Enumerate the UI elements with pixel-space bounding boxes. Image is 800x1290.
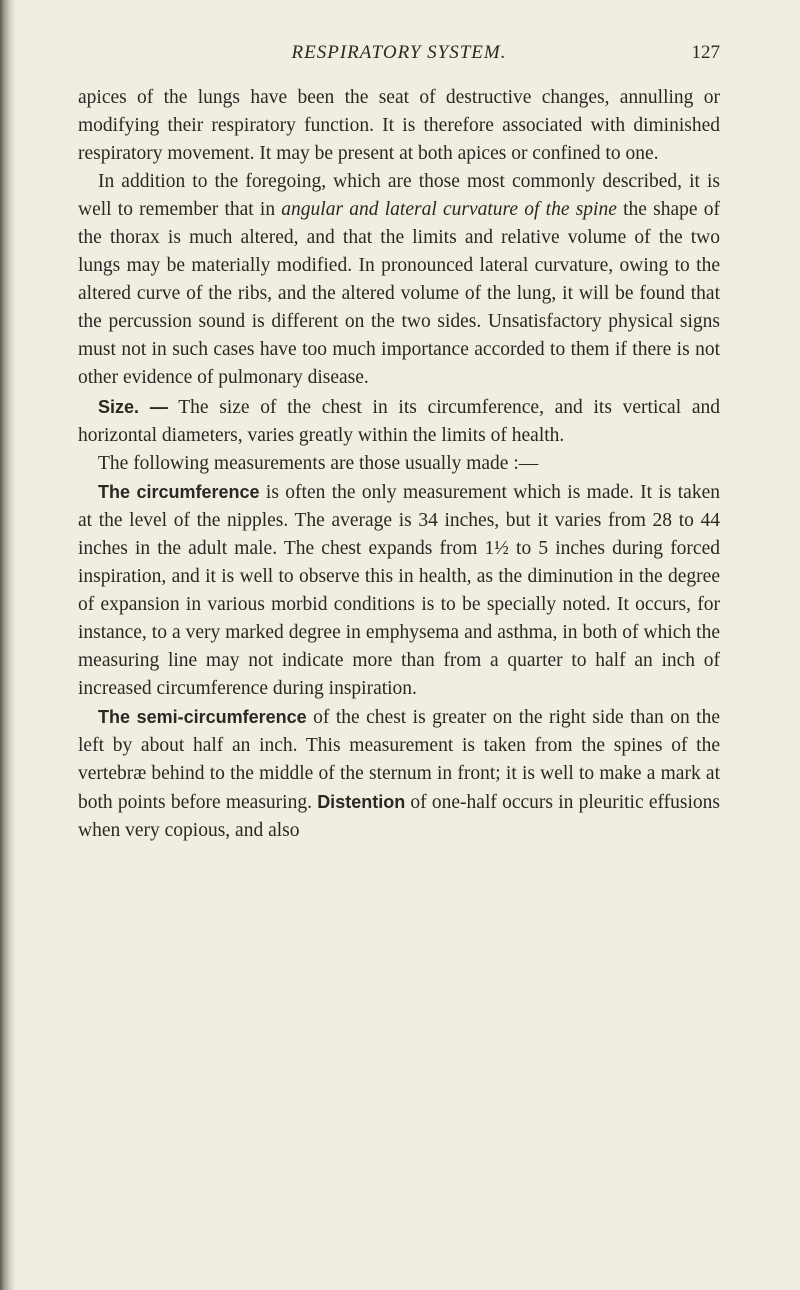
page-header	[78, 40, 720, 68]
distention-heading: Distention	[317, 792, 406, 813]
body-text	[78, 84, 720, 845]
paragraph-circumference	[78, 478, 720, 703]
paragraph-2-italic: angular and lateral curvature of the spine	[281, 199, 617, 221]
measurements-intro-text: The following measurements are those usually made :—	[98, 452, 539, 474]
page-binding-shadow	[0, 0, 16, 1290]
paragraph-2-text-after: the shape of the thorax is much altered, and that the limits and relative volume of the two lungs may be materially modified. In pronounced lateral curvature, owing to the altered curve of the ribs, and the altered volume of the lung, it will be found that the percussion sound is different on the two sides. Unsatisfactory physical signs must not in such cases have too much importance accorded to them if there is not other evidence of pulmonary disease.	[78, 199, 721, 389]
circumference-heading: The circumference	[98, 481, 260, 502]
paragraph-size	[78, 393, 720, 450]
size-text: The size of the chest in its circumference, and its vertical and horizontal diameters, varies greatly within the limits of health.	[78, 396, 720, 446]
paragraph-measurements-intro	[78, 450, 720, 478]
running-head: RESPIRATORY SYSTEM.	[291, 42, 507, 63]
page-number: 127	[691, 42, 720, 63]
semi-circumference-heading: The semi-circumference	[98, 707, 307, 728]
paragraph-semi-circumference	[78, 703, 720, 845]
paragraph-2-text-before: In addition to the foregoing, which are those most commonly described, it is well to remember that in	[78, 171, 720, 221]
circumference-text: is often the only measurement which is made. It is taken at the level of the nipples. The average is 34 inches, but it varies from 28 to 44 inches in the adult male. The chest expands from 1½ to 5 inches during forced inspiration, and it is well to observe this in health, as the diminution in the degree of expansion in various morbid conditions is to be specially noted. It occurs, for instance, to a very marked degree in emphysema and asthma, in both of which the measuring line may not indicate more than from a quarter to half an inch of increased circumference during inspiration.	[78, 481, 720, 699]
size-heading: Size. —	[98, 396, 168, 417]
paragraph-1-text: apices of the lungs have been the seat of destructive changes, annulling or modifying their respiratory function. It is therefore associated with diminished respiratory movement. It may be present at both apices or confined to one.	[78, 87, 720, 165]
paragraph-1	[78, 84, 720, 168]
paragraph-2	[78, 168, 720, 392]
distention-text: of one-half occurs in pleuritic effusions when very copious, and also	[78, 792, 720, 842]
semi-circumference-text: of the chest is greater on the right side than on the left by about half an inch. This measurement is taken from the spines of the vertebræ behind to the middle of the sternum in front; it is well to make a mark at both points before measuring.	[78, 707, 721, 814]
